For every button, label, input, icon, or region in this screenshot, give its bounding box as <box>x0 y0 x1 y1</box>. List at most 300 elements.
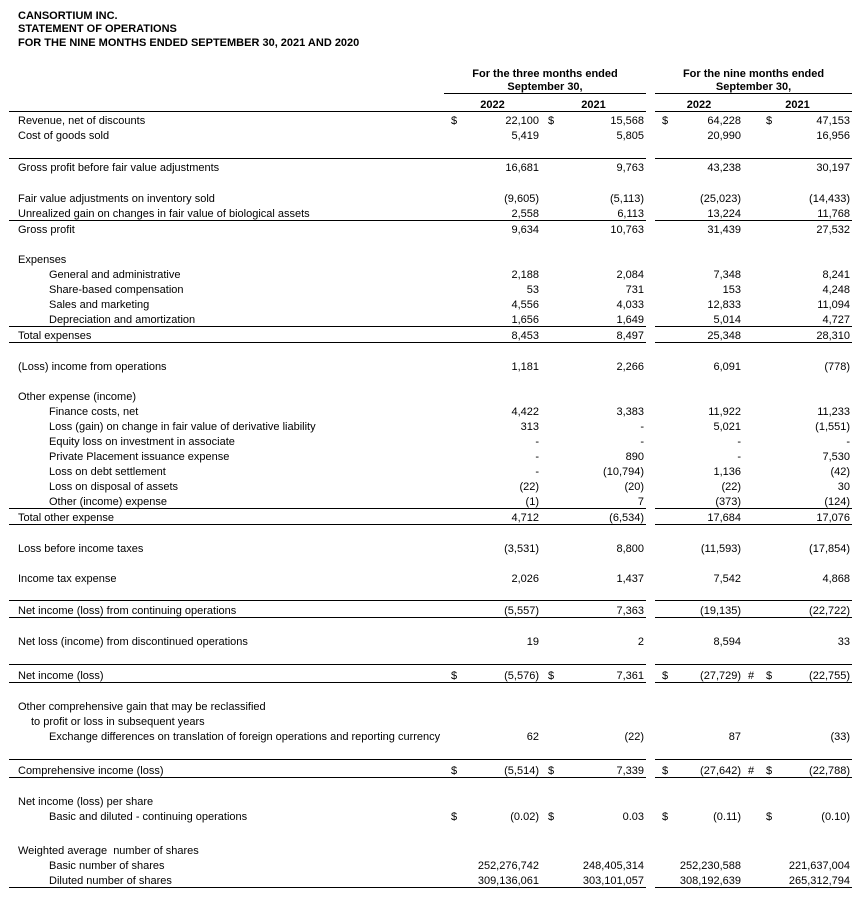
currency-symbol <box>541 296 567 311</box>
spacer-cell <box>9 617 852 633</box>
hash-marker <box>743 808 759 823</box>
currency-symbol <box>541 493 567 509</box>
currency-symbol <box>759 205 781 221</box>
currency-symbol <box>655 600 677 617</box>
hash-marker <box>743 793 759 808</box>
currency-symbol <box>444 403 467 418</box>
value-3mo-2021: (5,113) <box>609 192 645 205</box>
hash-marker <box>743 296 759 311</box>
gutter <box>646 266 655 281</box>
currency-symbol <box>444 478 467 493</box>
currency-symbol <box>444 493 467 509</box>
currency-symbol <box>759 493 781 509</box>
table-row <box>9 205 852 221</box>
currency-symbol <box>655 698 677 713</box>
currency-symbol <box>444 463 467 478</box>
gutter <box>646 713 655 728</box>
currency-symbol <box>541 698 567 713</box>
currency-symbol: $ <box>548 810 555 823</box>
value-9mo-2022: 6,091 <box>713 360 742 373</box>
table-row <box>9 540 852 555</box>
currency-symbol <box>444 205 467 221</box>
value-9mo-2022: 7,348 <box>713 268 742 281</box>
currency-symbol <box>541 713 567 728</box>
hash-marker <box>743 418 759 433</box>
currency-symbol <box>759 463 781 478</box>
currency-symbol <box>444 540 467 555</box>
currency-symbol <box>759 358 781 373</box>
hash-marker: # <box>743 665 759 683</box>
value-3mo-2022 <box>467 388 541 403</box>
currency-symbol <box>759 281 781 296</box>
value-9mo-2022 <box>677 713 743 728</box>
currency-symbol: $ <box>444 759 467 777</box>
value-9mo-2021: (17,854) <box>809 542 851 555</box>
currency-symbol <box>655 793 677 808</box>
spacer-cell <box>9 236 852 251</box>
row-label: Income tax expense <box>18 572 117 585</box>
value-3mo-2022: - <box>535 450 539 463</box>
value-3mo-2022: (5,557) <box>467 600 541 617</box>
currency-symbol <box>541 205 567 221</box>
currency-symbol <box>444 508 467 524</box>
row-label: Gross profit <box>18 223 75 236</box>
spacer-row <box>9 617 852 633</box>
value-3mo-2021: 303,101,057 <box>567 872 646 888</box>
spacer-cell <box>9 142 852 158</box>
currency-symbol <box>655 493 677 509</box>
currency-symbol <box>541 158 567 174</box>
currency-symbol <box>759 190 781 205</box>
value-9mo-2022: (27,729) <box>677 665 743 683</box>
gutter <box>646 793 655 808</box>
row-label: Weighted average number of shares <box>18 844 199 857</box>
value-3mo-2021 <box>567 842 646 857</box>
row-label: Total expenses <box>9 326 444 342</box>
header-spacer-cell <box>9 67 444 80</box>
gutter <box>646 600 655 617</box>
value-9mo-2022: 5,021 <box>713 420 742 433</box>
row-label: Basic and diluted - continuing operations <box>49 810 248 823</box>
value-9mo-2021 <box>781 793 852 808</box>
currency-symbol <box>541 251 567 266</box>
currency-symbol <box>444 296 467 311</box>
value-3mo-2022: (3,531) <box>504 542 539 555</box>
value-9mo-2022: 17,684 <box>677 508 743 524</box>
currency-symbol: $ <box>766 810 773 823</box>
hash-marker <box>743 463 759 478</box>
value-9mo-2021 <box>781 713 852 728</box>
row-label: to profit or loss in subsequent years <box>31 716 205 729</box>
table-row <box>9 326 852 342</box>
row-label: Other comprehensive gain that may be reclassified <box>18 701 266 714</box>
currency-symbol <box>759 220 781 236</box>
hash-marker <box>743 433 759 448</box>
value-3mo-2021: 7 <box>567 493 646 509</box>
value-3mo-2021: - <box>640 420 645 433</box>
hash-marker <box>743 713 759 728</box>
currency-symbol <box>655 326 677 342</box>
table-row <box>9 665 852 683</box>
spacer-cell <box>9 373 852 388</box>
table-header <box>9 67 852 112</box>
gutter <box>646 326 655 342</box>
table-row <box>9 403 852 418</box>
value-3mo-2021: 8,497 <box>567 326 646 342</box>
currency-symbol <box>444 633 467 648</box>
gutter <box>646 67 655 80</box>
header-years-row <box>9 94 852 112</box>
value-3mo-2022: 19 <box>526 635 539 648</box>
hash-marker <box>743 478 759 493</box>
gutter <box>646 508 655 524</box>
currency-symbol <box>541 463 567 478</box>
row-label: Other (income) expense <box>9 493 444 509</box>
value-9mo-2021: (42) <box>830 465 851 478</box>
value-9mo-2021: 11,768 <box>781 205 852 221</box>
currency-symbol: $ <box>548 115 555 128</box>
value-9mo-2021 <box>781 388 852 403</box>
currency-symbol <box>541 793 567 808</box>
header-group-row-1 <box>9 67 852 80</box>
row-label: Gross profit before fair value adjustments <box>9 158 444 174</box>
table-row <box>9 493 852 509</box>
currency-symbol <box>541 127 567 142</box>
value-9mo-2021: 11,233 <box>817 405 851 418</box>
currency-symbol <box>444 388 467 403</box>
value-3mo-2022: 313 <box>520 420 539 433</box>
currency-symbol <box>444 127 467 142</box>
currency-symbol <box>541 448 567 463</box>
value-9mo-2021: (22,788) <box>781 759 852 777</box>
row-label: Exchange differences on translation of foreign operations and reporting currency <box>49 731 441 744</box>
value-9mo-2021: 33 <box>837 635 851 648</box>
spacer-row <box>9 823 852 842</box>
value-9mo-2021: - <box>846 435 851 448</box>
table-row <box>9 281 852 296</box>
currency-symbol: $ <box>759 665 781 683</box>
value-3mo-2021: 4,033 <box>616 298 645 311</box>
row-label: Revenue, net of discounts <box>18 115 146 128</box>
currency-symbol <box>655 633 677 648</box>
gutter <box>646 205 655 221</box>
value-9mo-2021: (124) <box>781 493 852 509</box>
gutter <box>646 448 655 463</box>
row-label: Finance costs, net <box>49 405 139 418</box>
currency-symbol <box>655 570 677 585</box>
spacer-row <box>9 236 852 251</box>
value-9mo-2021: (22,755) <box>781 665 852 683</box>
currency-symbol <box>759 127 781 142</box>
value-9mo-2021: 30 <box>837 480 851 493</box>
table-row <box>9 842 852 857</box>
gutter <box>646 463 655 478</box>
value-9mo-2022: (25,023) <box>700 192 742 205</box>
spacer-row <box>9 373 852 388</box>
table-row <box>9 311 852 327</box>
value-3mo-2022: 2,188 <box>511 268 539 281</box>
currency-symbol <box>655 296 677 311</box>
value-9mo-2021: (0.10) <box>821 810 851 823</box>
spacer-row <box>9 648 852 665</box>
currency-symbol <box>655 433 677 448</box>
spacer-cell <box>9 743 852 759</box>
gutter <box>646 403 655 418</box>
currency-symbol: $ <box>541 665 567 683</box>
value-9mo-2021: 4,868 <box>822 572 851 585</box>
value-9mo-2022 <box>677 251 743 266</box>
currency-symbol <box>541 281 567 296</box>
hash-marker <box>743 266 759 281</box>
table-row <box>9 478 852 493</box>
table-row <box>9 358 852 373</box>
hash-marker <box>743 127 759 142</box>
hash-marker <box>743 358 759 373</box>
value-9mo-2022 <box>677 842 743 857</box>
currency-symbol: $ <box>541 759 567 777</box>
currency-symbol <box>759 872 781 888</box>
row-label: Loss on debt settlement <box>49 465 166 478</box>
hash-marker <box>743 112 759 128</box>
currency-symbol <box>759 600 781 617</box>
period-title: FOR THE NINE MONTHS ENDED SEPTEMBER 30, 2021 AND 2020 <box>18 36 360 49</box>
value-3mo-2021 <box>567 793 646 808</box>
currency-symbol: $ <box>655 665 677 683</box>
currency-symbol <box>541 388 567 403</box>
value-9mo-2022: 8,594 <box>713 635 742 648</box>
value-3mo-2022: (0.02) <box>510 810 539 823</box>
value-9mo-2021: (22,722) <box>781 600 852 617</box>
spacer-row <box>9 585 852 601</box>
hash-marker <box>743 508 759 524</box>
value-9mo-2022: (11,593) <box>700 542 742 555</box>
year-9mo-2021: 2021 <box>743 94 852 112</box>
value-9mo-2021: 28,310 <box>781 326 852 342</box>
value-9mo-2021: (33) <box>830 731 851 744</box>
value-3mo-2021: 5,805 <box>616 130 645 143</box>
value-3mo-2021 <box>567 713 646 728</box>
hash-marker <box>743 698 759 713</box>
currency-symbol <box>655 205 677 221</box>
value-3mo-2022: 2,026 <box>511 572 539 585</box>
currency-symbol <box>444 872 467 888</box>
table-row <box>9 570 852 585</box>
hash-marker <box>743 842 759 857</box>
currency-symbol <box>444 600 467 617</box>
header-spacer-cell <box>9 80 444 94</box>
value-3mo-2022: 4,422 <box>511 405 539 418</box>
hash-marker <box>743 326 759 342</box>
currency-symbol: $ <box>451 810 458 823</box>
table-row <box>9 808 852 823</box>
row-label: Sales and marketing <box>49 298 150 311</box>
value-3mo-2021: (20) <box>624 480 645 493</box>
spacer-row <box>9 683 852 699</box>
currency-symbol <box>444 311 467 327</box>
gutter <box>646 633 655 648</box>
value-9mo-2022 <box>677 793 743 808</box>
table-row <box>9 600 852 617</box>
currency-symbol <box>655 872 677 888</box>
spacer-cell <box>9 524 852 540</box>
value-3mo-2021: 248,405,314 <box>582 859 645 872</box>
currency-symbol <box>444 190 467 205</box>
spacer-cell <box>9 342 852 358</box>
value-9mo-2022: (22) <box>721 480 742 493</box>
row-label: Loss before income taxes <box>18 542 144 555</box>
value-9mo-2022: 7,542 <box>713 572 742 585</box>
value-3mo-2021: 2 <box>637 635 645 648</box>
value-3mo-2022: (1) <box>467 493 541 509</box>
value-3mo-2022: 62 <box>526 731 539 744</box>
row-label: Loss on disposal of assets <box>49 480 179 493</box>
table-row <box>9 713 852 728</box>
currency-symbol <box>759 251 781 266</box>
row-label: Equity loss on investment in associate <box>49 435 235 448</box>
currency-symbol <box>444 326 467 342</box>
currency-symbol <box>759 388 781 403</box>
currency-symbol <box>541 358 567 373</box>
spacer-cell <box>9 174 852 190</box>
value-9mo-2021: 30,197 <box>781 158 852 174</box>
currency-symbol: $ <box>451 115 458 128</box>
gutter <box>646 190 655 205</box>
value-9mo-2021: (1,551) <box>815 420 851 433</box>
gutter <box>646 358 655 373</box>
value-3mo-2021: 2,084 <box>616 268 645 281</box>
value-9mo-2021: (14,433) <box>809 192 851 205</box>
statement-title: STATEMENT OF OPERATIONS <box>18 23 177 36</box>
currency-symbol <box>655 508 677 524</box>
value-3mo-2022 <box>467 842 541 857</box>
currency-symbol <box>759 540 781 555</box>
currency-symbol <box>655 281 677 296</box>
value-3mo-2022 <box>467 251 541 266</box>
row-label: Expenses <box>18 253 67 266</box>
spacer-row <box>9 555 852 570</box>
currency-symbol <box>541 508 567 524</box>
value-9mo-2022: 308,192,639 <box>677 872 743 888</box>
table-row <box>9 158 852 174</box>
table-row <box>9 508 852 524</box>
currency-symbol <box>655 463 677 478</box>
header-group2-line2: September 30, <box>655 80 852 94</box>
gutter <box>646 728 655 743</box>
value-3mo-2022: 16,681 <box>467 158 541 174</box>
row-label: Net loss (income) from discontinued operations <box>18 635 248 648</box>
table-row <box>9 463 852 478</box>
currency-symbol <box>759 713 781 728</box>
gutter <box>646 251 655 266</box>
spacer-cell <box>9 555 852 570</box>
row-label: Net income (loss) <box>9 665 444 683</box>
gutter <box>646 493 655 509</box>
currency-symbol: $ <box>662 115 669 128</box>
row-label: Comprehensive income (loss) <box>9 759 444 777</box>
gutter <box>646 540 655 555</box>
spacer-cell <box>9 585 852 601</box>
currency-symbol <box>541 600 567 617</box>
currency-symbol <box>759 478 781 493</box>
currency-symbol <box>759 296 781 311</box>
currency-symbol <box>541 433 567 448</box>
value-9mo-2021: (778) <box>824 360 851 373</box>
currency-symbol <box>759 158 781 174</box>
currency-symbol <box>655 251 677 266</box>
value-9mo-2022: - <box>737 435 742 448</box>
gutter <box>646 808 655 823</box>
row-label: (Loss) income from operations <box>18 360 167 373</box>
table-row <box>9 633 852 648</box>
hash-marker <box>743 388 759 403</box>
row-label: Total other expense <box>9 508 444 524</box>
currency-symbol <box>759 448 781 463</box>
hash-marker: # <box>743 759 759 777</box>
currency-symbol: $ <box>444 665 467 683</box>
currency-symbol <box>541 478 567 493</box>
value-3mo-2021: 7,363 <box>567 600 646 617</box>
gutter <box>646 80 655 94</box>
value-3mo-2021 <box>567 698 646 713</box>
hash-marker <box>743 158 759 174</box>
value-9mo-2022: 153 <box>722 283 742 296</box>
spacer-row <box>9 524 852 540</box>
value-3mo-2021: 1,437 <box>616 572 645 585</box>
currency-symbol <box>655 540 677 555</box>
value-3mo-2022 <box>467 713 541 728</box>
currency-symbol <box>759 857 781 872</box>
currency-symbol <box>759 433 781 448</box>
currency-symbol <box>444 728 467 743</box>
value-3mo-2022: (5,576) <box>467 665 541 683</box>
value-9mo-2022: 11,922 <box>708 405 742 418</box>
value-3mo-2022: 1,656 <box>467 311 541 327</box>
value-9mo-2022: (27,642) <box>677 759 743 777</box>
value-3mo-2022: 4,712 <box>467 508 541 524</box>
value-3mo-2021: (10,794) <box>603 465 645 478</box>
row-label: Basic number of shares <box>49 859 165 872</box>
value-3mo-2021: 2,266 <box>616 360 645 373</box>
value-3mo-2021: 8,800 <box>616 542 645 555</box>
currency-symbol <box>655 190 677 205</box>
value-9mo-2022: 64,228 <box>707 115 742 128</box>
currency-symbol <box>541 857 567 872</box>
table-row <box>9 112 852 128</box>
company-name: CANSORTIUM INC. <box>18 10 118 22</box>
gutter <box>646 433 655 448</box>
currency-symbol <box>541 872 567 888</box>
table-row <box>9 857 852 872</box>
row-label: Unrealized gain on changes in fair value of biological assets <box>9 205 444 221</box>
spacer-row <box>9 174 852 190</box>
value-9mo-2021 <box>781 842 852 857</box>
hash-marker <box>743 403 759 418</box>
title-block <box>18 10 852 50</box>
value-3mo-2022: (5,514) <box>467 759 541 777</box>
value-9mo-2022: (373) <box>677 493 743 509</box>
year-3mo-2022: 2022 <box>444 94 541 112</box>
currency-symbol <box>541 266 567 281</box>
hash-marker <box>743 570 759 585</box>
currency-symbol <box>655 220 677 236</box>
currency-symbol <box>444 251 467 266</box>
value-9mo-2022 <box>677 698 743 713</box>
value-3mo-2022: 4,556 <box>511 298 539 311</box>
gutter <box>646 842 655 857</box>
currency-symbol <box>444 266 467 281</box>
table-row <box>9 759 852 777</box>
table-row <box>9 728 852 743</box>
